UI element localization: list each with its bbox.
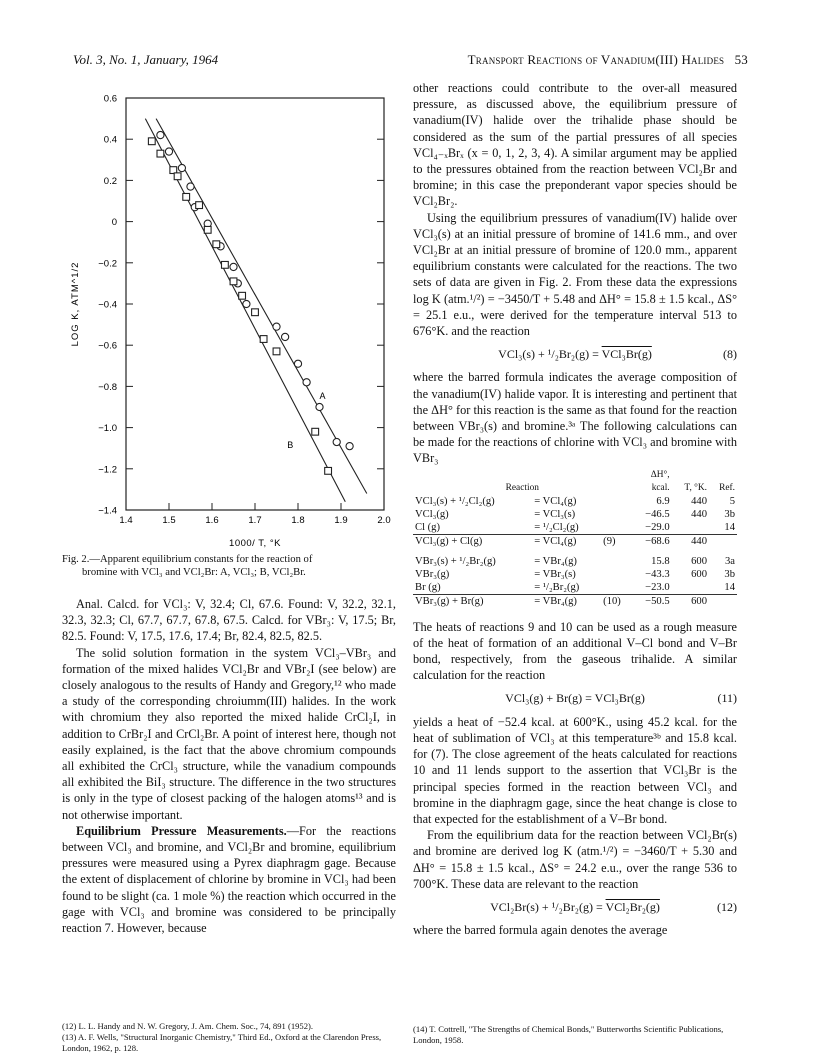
reaction-number-cell: (9): [601, 534, 631, 548]
reaction-number-cell: (10): [601, 594, 631, 608]
table-row: [413, 581, 737, 595]
y-tick-label: 0.4: [103, 134, 117, 146]
table-row: [413, 555, 737, 568]
reaction-number-cell: [601, 581, 631, 595]
temperature-cell: 440: [691, 495, 708, 507]
equation-11: [413, 690, 737, 706]
paragraph-1: other reactions could contribute to the over-all measured pressure, as discussed above, the equilibrium pressure of vanadium(IV) halide over the trihalide phase should be considered as the sum of the partial pressures of all species VCl₄₋ₓBrₓ (x = 0, 1, 2, 3, 4). A similar argument may be applied to the pressures obtained from the reaction between VCl₂Br and bromine; in this case the preponderant vapor species should be VCl₂Br₂.: [413, 81, 737, 209]
head-kcal: kcal.: [651, 482, 670, 493]
x-tick-label: 1.5: [162, 515, 176, 526]
reaction-lhs-cell: VCl₃(s) + ¹/₂Cl₂(g): [415, 495, 495, 507]
dh-value-cell: −50.5: [632, 594, 672, 608]
point-series-a: [157, 131, 164, 138]
head-temp: T, °K.: [684, 482, 708, 493]
table-row: [413, 568, 737, 581]
reaction-rhs-cell: = VBr₄(g): [534, 555, 577, 567]
reference-cell: [709, 594, 737, 608]
point-series-a: [316, 403, 323, 410]
figure-2-chart: [62, 80, 396, 550]
temperature-cell: 600: [691, 555, 708, 567]
eq8-number: (8): [723, 347, 737, 362]
head-dh: ΔH°,: [650, 469, 670, 480]
dh-value-cell: 6.9: [656, 495, 670, 507]
x-tick-label: 2.0: [377, 515, 391, 526]
point-series-b: [325, 467, 332, 474]
paragraph-4: The heats of reactions 9 and 10 can be used as a rough measure of the heat of formation of an additional V–Cl bond and V–Br bond, respectively, from the gaseous trihalide. A similar calculation for the reaction: [413, 619, 737, 683]
point-series-a: [346, 443, 353, 450]
head-reaction: Reaction: [505, 482, 539, 493]
point-series-b: [252, 309, 259, 316]
point-series-b: [204, 226, 211, 233]
temperature-cell: [672, 581, 709, 595]
x-tick-label: 1.8: [291, 515, 305, 526]
eq12-lhs: VCl₂Br(s) + ¹/₂Br₂(g) =: [490, 899, 606, 914]
reaction-lhs-cell: VBr₃(g) + Br(g): [413, 594, 532, 608]
fit-line-a: [156, 119, 367, 494]
header-left: Vol. 3, No. 1, January, 1964: [73, 52, 219, 67]
caption-line-1: Fig. 2.—Apparent equilibrium constants for the reaction of: [62, 554, 313, 565]
y-tick-label: 0: [111, 217, 117, 229]
reaction-rhs-cell: = ¹/₂Br₂(g): [534, 581, 580, 593]
point-series-a: [303, 379, 310, 386]
point-series-b: [312, 428, 319, 435]
reference-cell: 3b: [724, 568, 735, 580]
eq11-body: VCl₃(g) + Br(g) = VCl₃Br(g): [505, 691, 645, 706]
table-row: [413, 594, 737, 608]
dh-value-cell: 15.8: [651, 555, 670, 567]
right-column: [413, 80, 737, 938]
reaction-rhs-cell: = VBr₄(g): [532, 594, 601, 608]
point-series-b: [196, 202, 203, 209]
dh-value-cell: −46.5: [645, 508, 670, 520]
paragraph-2: Using the equilibrium pressures of vanadium(IV) halide over VCl₃(s) at an initial pressure of bromine of 141.6 mm., and over VCl₂Br at an initial pressure of bromine of 120.0 mm., apparent equilibrium constants were calculated for the reactions. The two sets of data are given in Fig. 2. From these data the expressions log K (atm.¹/²) = −3450/T + 5.48 and ΔH° = 15.8 ± 1.5 kcal., ΔS° = 25.1 e.u., were derived for the temperature interval 513 to 676°K. and the reaction: [413, 210, 737, 339]
dh-value-cell: −68.6: [632, 534, 672, 548]
dh-value-cell: −23.0: [645, 581, 670, 593]
temperature-cell: 600: [672, 594, 709, 608]
equation-8: [413, 346, 737, 362]
paragraph-7: where the barred formula again denotes the average: [413, 923, 668, 938]
reaction-number-cell: [601, 495, 631, 508]
eq12-rhs: VCl₂Br₂(g): [605, 899, 660, 914]
solid-solution-paragraph: The solid solution formation in the system VCl₃–VBr₃ and formation of the mixed halides VCl₂Br and VBr₂I (see below) are closely analogous to the results of Handy and Gregory,¹² who made a study of the corresponding chroiumm(III) halides. In the work with chromium they also reported the mixed halide CrCl₂I, in addition to CrBr₂I and CrCl₂Br. A point of interest here, though not easily explained, is the fact that the above chromium compounds all exhibited the CrCl₃ structure, while the vanadium compounds all exhibited the BiI₃ structure. The difference in the two structures is only in the type of closest packing of the halogen atoms¹³ and is not otherwise important.: [62, 645, 396, 822]
x-axis-label: 1000/ T, °K: [229, 538, 281, 549]
point-series-b: [183, 193, 190, 200]
x-tick-label: 1.6: [205, 515, 219, 526]
y-tick-label: −1.4: [98, 505, 117, 517]
running-title: Transport Reactions of Vanadium(III) Halides: [467, 52, 725, 67]
temperature-cell: 440: [672, 534, 709, 548]
reaction-number-cell: [601, 568, 631, 581]
reaction-lhs-cell: Br (g): [415, 581, 441, 593]
point-series-b: [222, 261, 229, 268]
table-row: [413, 534, 737, 548]
point-series-b: [157, 150, 164, 157]
reaction-lhs-cell: VBr₃(s) + ¹/₂Br₂(g): [415, 555, 496, 567]
point-series-b: [148, 138, 155, 145]
equilibrium-text: —For the reactions between VCl₃ and bromine, and VCl₂Br and bromine, equilibrium pressures were measured using a Pyrex diaphragm gage. Because the extent of displacement of chlorine by bromine in VCl₃ had been found to be slight (ca. 1 mole %) the reaction which occurred in the gage with VCl₃ and bromine was considered to be principally reaction 7. However, because: [62, 823, 396, 936]
reference-cell: 3b: [724, 508, 735, 520]
annotation-b: B: [287, 440, 294, 451]
point-series-b: [239, 292, 246, 299]
reaction-rhs-cell: = ¹/₂Cl₂(g): [534, 521, 579, 533]
point-series-b: [213, 241, 220, 248]
head-ref: Ref.: [719, 482, 735, 493]
reaction-lhs-cell: VBr₃(g): [415, 568, 450, 580]
reaction-number-cell: [601, 508, 631, 521]
temperature-cell: 440: [691, 508, 708, 520]
paragraph-3: where the barred formula indicates the average composition of the vanadium(IV) halide vapor. It is interesting and pertinent that the ΔH° for this reaction is the same as that found for the reaction between VBr₃(s) and bromine.³ᵃ The following calculations can be made for the reactions of chlorine with VCl₃ and bromine with VBr₃: [413, 370, 737, 466]
point-series-a: [282, 333, 289, 340]
annotation-a: A: [319, 390, 326, 401]
eq8-rhs: VCl₃Br(g): [601, 347, 652, 362]
eq11-number: (11): [717, 691, 737, 706]
table-head-row-2: [413, 482, 737, 495]
y-tick-label: −0.2: [98, 258, 117, 270]
figure-caption: [62, 553, 396, 579]
reaction-rhs-cell: = VCl₃(s): [534, 508, 576, 520]
reaction-lhs-cell: VCl₃(g): [415, 508, 449, 520]
dh-value-cell: −29.0: [645, 521, 670, 533]
point-series-b: [273, 348, 280, 355]
reaction-number-cell: [601, 555, 631, 568]
reaction-number-cell: [601, 521, 631, 535]
point-series-a: [178, 164, 185, 171]
reaction-table: [413, 469, 737, 615]
footnote-13: (13) A. F. Wells, "Structural Inorganic Chemistry," Third Ed., Oxford at the Clarendon Press, London, 1962, p. 128.: [62, 1032, 382, 1053]
x-tick-label: 1.9: [334, 515, 348, 526]
analysis-paragraph: Anal. Calcd. for VCl₃: V, 32.4; Cl, 67.6. Found: V, 32.2, 32.1, 32.3, 32.3; Cl, 67.7, 67.7, 67.8, 67.5. Calcd. for VBr₃: V, 17.5; Br, 82.5. Found: V, 17.5, 17.6, 17.4; Br, 82.4, 82.5, 82.5.: [62, 597, 396, 644]
y-tick-label: −0.4: [98, 299, 117, 311]
reaction-rhs-cell: = VCl₄(g): [532, 534, 601, 548]
point-series-a: [294, 360, 301, 367]
reaction-lhs-cell: VCl₃(g) + Cl(g): [413, 534, 532, 548]
paragraph-5: yields a heat of −52.4 kcal. at 600°K., using 45.2 kcal. for the heat of sublimation of VCl₃ at this temperature³ᵇ and 15.8 kcal. for (7). The close agreement of the heats calculated for reactions 10 and 11 lends support to the assertion that VCl₃Br is the principal species formed in the reaction between VCl₃ and bromine in the diaphragm gage, since the heat change is close to that expected for the establishment of a V–Br bond.: [413, 714, 737, 826]
x-tick-label: 1.4: [119, 515, 133, 526]
table-row: [413, 495, 737, 508]
y-tick-label: 0.2: [103, 175, 117, 187]
point-series-a: [187, 183, 194, 190]
reaction-lhs-cell: Cl (g): [415, 521, 441, 533]
eq12-number: (12): [717, 899, 737, 914]
point-series-a: [333, 438, 340, 445]
section-heading: Equilibrium Pressure Measurements.: [76, 823, 287, 838]
y-tick-label: −0.6: [98, 340, 117, 352]
reference-cell: 14: [724, 521, 735, 533]
footnote-14: (14) T. Cottrell, "The Strengths of Chemical Bonds," Butterworths Scientific Publications, London, 1958.: [413, 1024, 724, 1045]
temperature-cell: 600: [691, 568, 708, 580]
table-row: [413, 508, 737, 521]
equation-12: [413, 899, 737, 915]
reference-cell: 14: [724, 581, 735, 593]
table-head-row-1: [413, 469, 737, 482]
point-series-a: [230, 263, 237, 270]
paragraph-6: From the equilibrium data for the reaction between VCl₂Br(s) and bromine are derived log K (atm.¹/²) = −3460/T + 5.30 and ΔH° = 15.8 ± 1.5 kcal., ΔS° = 24.2 e.u., over the range 536 to 700°K. These data are relevant to the reaction: [413, 828, 737, 891]
table-row: [413, 521, 737, 535]
header-right: [468, 52, 748, 68]
y-tick-label: 0.6: [103, 93, 117, 105]
reaction-rhs-cell: = VBr₃(s): [534, 568, 576, 580]
point-series-b: [174, 173, 181, 180]
left-column: [62, 596, 396, 936]
y-axis-label: LOG K, ATM^1/2: [70, 261, 81, 347]
page-number: 53: [734, 52, 748, 67]
dh-value-cell: −43.3: [645, 568, 670, 580]
right-footnotes: [413, 1024, 737, 1046]
point-series-a: [165, 148, 172, 155]
reference-cell: [709, 534, 737, 548]
plot-frame: [126, 98, 384, 510]
left-footnotes: [62, 1021, 396, 1054]
x-tick-label: 1.7: [248, 515, 262, 526]
y-tick-label: −1.0: [98, 423, 117, 435]
caption-line-2: bromine with VCl₃ and VCl₂Br: A, VCl₃; B, VCl₂Br.: [82, 567, 306, 578]
footnote-12: (12) L. L. Handy and N. W. Gregory, J. Am. Chem. Soc., 74, 891 (1952).: [62, 1021, 314, 1031]
point-series-a: [273, 323, 280, 330]
point-series-b: [260, 336, 267, 343]
y-tick-label: −1.2: [98, 464, 117, 476]
reaction-rhs-cell: = VCl₄(g): [534, 495, 577, 507]
eq8-lhs: VCl₃(s) + ¹/₂Br₂(g) =: [498, 347, 602, 362]
reference-cell: 5: [729, 495, 735, 507]
temperature-cell: [672, 521, 709, 535]
point-series-a: [243, 300, 250, 307]
y-tick-label: −0.8: [98, 381, 117, 393]
point-series-b: [230, 278, 237, 285]
reference-cell: 3a: [725, 555, 735, 567]
equilibrium-paragraph: [62, 823, 396, 936]
